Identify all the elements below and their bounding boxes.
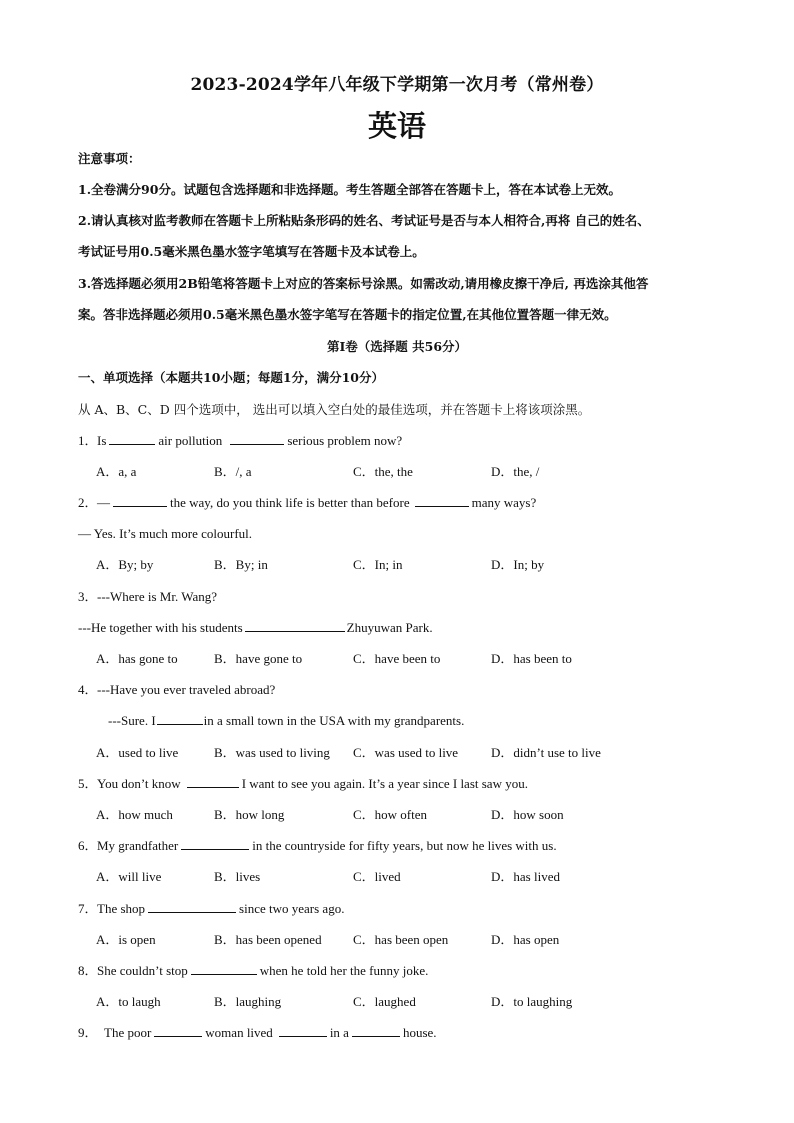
option-c: C．In; in (353, 557, 403, 572)
option-b: B．lives (214, 869, 261, 884)
option-b: B．has been opened (214, 932, 322, 947)
part-title: 第I卷（选择题 共56分） (326, 339, 468, 354)
question-3: 3．---Where is Mr. Wang? (78, 589, 218, 604)
option-a: A．used to live (96, 745, 179, 760)
option-b: B．how long (214, 807, 285, 822)
question-7: 7．The shop since two years ago. (78, 901, 345, 916)
answer-blank (279, 1025, 327, 1037)
answer-blank (154, 1025, 202, 1037)
answer-blank (113, 495, 167, 507)
option-d: D．has been to (491, 651, 572, 666)
answer-blank (187, 776, 239, 788)
option-c: C．have been to (353, 651, 441, 666)
answer-blank (181, 838, 249, 850)
question-4-reply: ---Sure. I in a small town in the USA with my grandparents. (108, 713, 465, 728)
answer-blank (148, 901, 236, 913)
option-c: C．lived (353, 869, 401, 884)
answer-blank (109, 433, 155, 445)
question-6: 6．My grandfather in the countryside for fifty years, but now he lives with us. (78, 838, 557, 853)
option-d: D．In; by (491, 557, 545, 572)
question-5: 5．You don’t know I want to see you again. It’s a year since I last saw you. (78, 776, 528, 791)
answer-blank (352, 1025, 400, 1037)
option-c: C．how often (353, 807, 428, 822)
option-d: D．has open (491, 932, 560, 947)
option-a: A．is open (96, 932, 156, 947)
notice-item-2-line-2: 考试证号用0.5毫米黑色墨水签字笔填写在答题卡及本试卷上。 (78, 244, 425, 259)
option-d: D．to laughing (491, 994, 573, 1009)
option-c: C．has been open (353, 932, 449, 947)
section-instruction: 从 A、B、C、D 四个选项中， 选出可以填入空白处的最佳选项，并在答题卡上将该项涂黑。 (78, 402, 591, 417)
question-3-reply: ---He together with his students Zhuyuwan Park. (78, 620, 433, 635)
question-8: 8．She couldn’t stop when he told her the funny joke. (78, 963, 429, 978)
option-b: B．By; in (214, 557, 268, 572)
option-a: A．will live (96, 869, 162, 884)
option-a: A．to laugh (96, 994, 161, 1009)
option-d: D．has lived (491, 869, 560, 884)
option-a: A．By; by (96, 557, 154, 572)
section-heading: 一、单项选择（本题共10小题；每题1分，满分10分） (78, 370, 384, 385)
answer-blank (230, 433, 284, 445)
notice-item-3-line-2: 案。答非选择题必须用0.5毫米黑色墨水签字笔写在答题卡的指定位置,在其他位置答题一律无效。 (78, 307, 617, 322)
question-9: 9． The poor woman lived in a house. (78, 1025, 437, 1040)
option-b: B．laughing (214, 994, 282, 1009)
exam-title: 2023-2024学年八年级下学期第一次月考（常州卷） (190, 75, 604, 95)
notice-item-2-line-1: 2.请认真核对监考教师在答题卡上所粘贴条形码的姓名、考试证号是否与本人相符合,再将 自己的姓名、 (78, 213, 650, 228)
question-2-reply: — Yes. It’s much more colourful. (78, 526, 253, 541)
notice-item-1: 1.全卷满分90分。试题包含选择题和非选择题。考生答题全部答在答题卡上，答在本试卷上无效。 (78, 182, 621, 197)
subject-title: 英语 (367, 109, 426, 143)
notice-item-3-line-1: 3.答选择题必须用2B铅笔将答题卡上对应的答案标号涂黑。如需改动,请用橡皮擦干净后, 再选涂其他答 (78, 276, 649, 291)
question-4: 4．---Have you ever traveled abroad? (78, 682, 276, 697)
answer-blank (191, 963, 257, 975)
answer-blank (415, 495, 469, 507)
question-2: 2．— the way, do you think life is better than before many ways? (78, 495, 537, 510)
option-d: D．how soon (491, 807, 564, 822)
question-1: 1．Is air pollution serious problem now? (78, 433, 403, 448)
option-d: D．didn’t use to live (491, 745, 601, 760)
option-c: C．was used to live (353, 745, 459, 760)
answer-blank (245, 620, 345, 632)
option-a: A．has gone to (96, 651, 178, 666)
option-b: B．have gone to (214, 651, 303, 666)
option-d: D．the, / (491, 464, 540, 479)
option-b: B．was used to living (214, 745, 330, 760)
option-b: B．/, a (214, 464, 252, 479)
option-c: C．the, the (353, 464, 413, 479)
notice-heading: 注意事项： (78, 151, 141, 166)
option-a: A．a, a (96, 464, 137, 479)
answer-blank (157, 713, 203, 725)
option-a: A．how much (96, 807, 173, 822)
option-c: C．laughed (353, 994, 416, 1009)
